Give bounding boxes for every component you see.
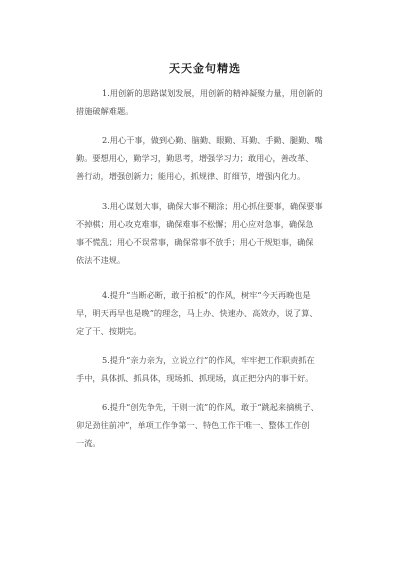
paragraph-line: 卯足劲往前冲”，单项工作争第一、特色工作干唯一、整体工作创 (76, 420, 310, 430)
paragraph-line: 2.用心干事，做到心勤、脑勤、眼勤、耳勤、手勤、腿勤、嘴 (102, 135, 323, 145)
paragraph-line: 依法不违规。 (76, 255, 126, 265)
paragraph-1 (76, 84, 344, 120)
paragraph-line: 勤。要想用心，勤学习，勤思考，增强学习力；敢用心，善改革、 (76, 153, 314, 163)
paragraph-line: 早，明天再早也是晚”的理念，马上办、快速办、高效办，说了算、 (76, 308, 318, 318)
paragraph-line: 1.用创新的思路谋划发展，用创新的精神凝聚力量，用创新的 (102, 88, 323, 98)
paragraph-line: 定了干、按期完。 (76, 326, 142, 336)
paragraph-6 (76, 398, 344, 452)
document-title: 天天金句精选 (169, 62, 241, 75)
paragraph-line: 4.提升“当断必断，敢于拍板”的作风，树牢“今天再晚也是 (102, 290, 311, 300)
paragraph-2 (76, 131, 344, 185)
paragraph-line: 手中，具体抓、抓具体，现场抓、抓现场，真正把分内的事干好。 (76, 373, 314, 383)
paragraph-line: 事不慌乱；用心不误常事，确保常事不放手；用心干规矩事，确保 (76, 237, 314, 247)
paragraph-4 (76, 286, 344, 340)
paragraph-line: 不掉棋；用心攻克难事，确保难事不松懈；用心应对急事，确保急 (76, 219, 314, 229)
paragraph-line: 3.用心谋划大事，确保大事不糊涂；用心抓住要事，确保要事 (102, 201, 323, 211)
paragraph-line: 5.提升“亲力亲为，立说立行”的作风，牢牢把工作职责抓在 (102, 355, 315, 365)
paragraph-line: 措施破解难题。 (76, 106, 134, 116)
paragraph-3 (76, 197, 344, 269)
paragraph-line: 一流。 (76, 438, 101, 448)
paragraph-5 (76, 351, 344, 387)
paragraph-line: 6.提升“创先争先，干则一流”的作风，敢于“跳起来摘桃子、 (102, 402, 319, 412)
paragraph-line: 善行动，增强创新力；能用心，抓规律、盯细节，增强内化力。 (76, 171, 306, 181)
